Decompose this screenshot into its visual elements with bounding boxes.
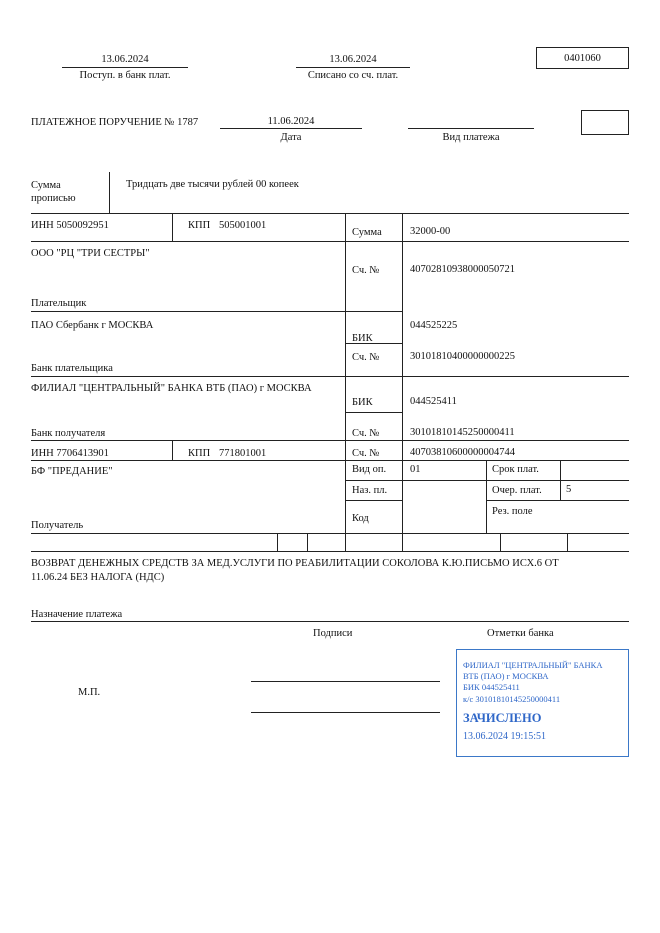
payer-kpp: 505001001 bbox=[219, 220, 267, 231]
payer-account-label: Сч. № bbox=[352, 265, 380, 276]
payer-bank-account: 30101810400000000225 bbox=[410, 351, 515, 362]
divider bbox=[62, 67, 188, 68]
payer-bank-account-label: Сч. № bbox=[352, 352, 380, 363]
grid-line bbox=[345, 533, 346, 551]
payer-inn: ИНН 5050092951 bbox=[31, 220, 109, 231]
seal-label: М.П. bbox=[78, 687, 101, 698]
payee-bank-label: Банк получателя bbox=[31, 428, 106, 439]
payer-bank-bik-label: БИК bbox=[352, 333, 373, 344]
stamp-datetime: 13.06.2024 19:15:51 bbox=[463, 731, 547, 742]
divider bbox=[220, 128, 362, 129]
grid-line bbox=[31, 551, 629, 552]
amount-words-label-1: Сумма bbox=[31, 180, 61, 191]
payer-kpp-label: КПП bbox=[188, 220, 211, 231]
grid-line bbox=[486, 500, 629, 501]
received-label: Поступ. в банк плат. bbox=[79, 70, 171, 81]
grid-line bbox=[345, 500, 402, 501]
payee-kpp: 771801001 bbox=[219, 448, 267, 459]
debited-date: 13.06.2024 bbox=[329, 54, 377, 65]
signature-line-1 bbox=[251, 681, 440, 682]
purpose-label: Назначение платежа bbox=[31, 609, 123, 620]
divider bbox=[296, 67, 410, 68]
grid-line bbox=[31, 440, 629, 441]
signatures-label: Подписи bbox=[313, 628, 353, 639]
grid-line bbox=[486, 460, 487, 533]
grid-line bbox=[402, 533, 403, 551]
divider bbox=[31, 621, 629, 622]
payee-account: 40703810600000004744 bbox=[410, 447, 515, 458]
payer-bank-label: Банк плательщика bbox=[31, 363, 113, 374]
amount-label: Сумма bbox=[352, 227, 382, 238]
bank-marks-label: Отметки банка bbox=[487, 628, 554, 639]
amount-value: 32000-00 bbox=[410, 226, 451, 237]
priority-label: Очер. плат. bbox=[492, 485, 542, 496]
payee-name: БФ "ПРЕДАНИЕ" bbox=[31, 466, 113, 477]
op-type: 01 bbox=[410, 464, 421, 475]
payment-code-box bbox=[581, 110, 629, 135]
amount-words-value: Тридцать две тысячи рублей 00 копеек bbox=[126, 179, 299, 190]
order-date: 11.06.2024 bbox=[267, 116, 315, 127]
due-label: Срок плат. bbox=[492, 464, 539, 475]
stamp-line-2: ВТБ (ПАО) г МОСКВА bbox=[463, 671, 549, 681]
payee-bank-account: 30101810145250000411 bbox=[410, 427, 515, 438]
grid-line bbox=[31, 241, 629, 242]
grid-line bbox=[560, 460, 561, 500]
payee-inn: ИНН 7706413901 bbox=[31, 448, 109, 459]
grid-line bbox=[402, 213, 403, 533]
grid-line bbox=[172, 440, 173, 460]
grid-line bbox=[500, 533, 501, 551]
grid-line bbox=[345, 460, 629, 461]
stamp-line-3: БИК 044525411 bbox=[463, 682, 520, 692]
grid-line bbox=[277, 533, 278, 551]
order-date-label: Дата bbox=[280, 132, 302, 143]
stamp-status: ЗАЧИСЛЕНО bbox=[463, 711, 542, 725]
payee-bank-account-label: Сч. № bbox=[352, 428, 380, 439]
grid-line bbox=[31, 213, 629, 214]
divider bbox=[109, 172, 110, 213]
stamp-line-4: к/с 30101810145250000411 bbox=[463, 694, 561, 704]
amount-words-label-2: прописью bbox=[31, 193, 76, 204]
payee-account-label: Сч. № bbox=[352, 448, 380, 459]
payee-label: Получатель bbox=[31, 520, 84, 531]
grid-line bbox=[31, 311, 345, 312]
payer-bank-bik: 044525225 bbox=[410, 320, 458, 331]
purpose-line-2: 11.06.24 БЕЗ НАЛОГА (НДС) bbox=[31, 572, 165, 583]
payee-bank-name: ФИЛИАЛ "ЦЕНТРАЛЬНЫЙ" БАНКА ВТБ (ПАО) г МОСКВА bbox=[31, 383, 312, 394]
signature-line-2 bbox=[251, 712, 440, 713]
form-code: 0401060 bbox=[564, 53, 601, 64]
debited-label: Списано со сч. плат. bbox=[307, 70, 399, 81]
bank-stamp bbox=[456, 649, 629, 757]
code-label: Код bbox=[352, 513, 369, 524]
payer-account: 40702810938000050721 bbox=[410, 264, 515, 275]
stamp-line-1: ФИЛИАЛ "ЦЕНТРАЛЬНЫЙ" БАНКА bbox=[463, 660, 603, 670]
purpose-code-label: Наз. пл. bbox=[352, 485, 388, 496]
grid-line bbox=[307, 533, 308, 551]
payee-bank-bik: 044525411 bbox=[410, 396, 457, 407]
order-title: ПЛАТЕЖНОЕ ПОРУЧЕНИЕ № 1787 bbox=[31, 117, 199, 128]
grid-line bbox=[172, 213, 173, 241]
priority: 5 bbox=[566, 484, 572, 495]
received-date: 13.06.2024 bbox=[101, 54, 149, 65]
grid-line bbox=[345, 480, 629, 481]
op-type-label: Вид оп. bbox=[352, 464, 387, 475]
payer-label: Плательщик bbox=[31, 298, 87, 309]
grid-line bbox=[31, 460, 345, 461]
payment-type-label: Вид платежа bbox=[442, 132, 500, 143]
payee-bank-bik-label: БИК bbox=[352, 397, 373, 408]
grid-line bbox=[345, 213, 346, 533]
reserve-label: Рез. поле bbox=[492, 506, 533, 517]
grid-line bbox=[567, 533, 568, 551]
payee-kpp-label: КПП bbox=[188, 448, 211, 459]
divider bbox=[408, 128, 534, 129]
payer-bank-name: ПАО Сбербанк г МОСКВА bbox=[31, 320, 154, 331]
grid-line bbox=[345, 412, 402, 413]
grid-line bbox=[31, 376, 629, 377]
grid-line bbox=[31, 533, 629, 534]
payer-name: ООО "РЦ "ТРИ СЕСТРЫ" bbox=[31, 248, 150, 259]
grid-line bbox=[345, 311, 402, 312]
purpose-line-1: ВОЗВРАТ ДЕНЕЖНЫХ СРЕДСТВ ЗА МЕД.УСЛУГИ ПО РЕАБИЛИТАЦИИ СОКОЛОВА К.Ю.ПИСЬМО ИСХ.6 ОТ bbox=[31, 558, 559, 569]
